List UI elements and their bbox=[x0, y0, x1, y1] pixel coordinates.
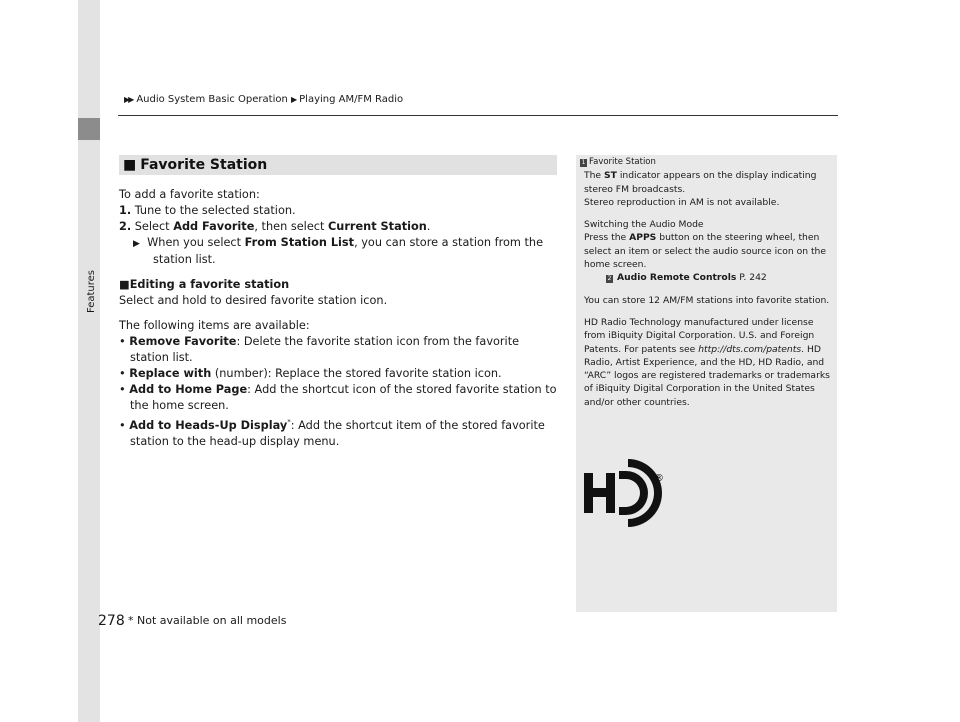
st-text: The ST indicator appears on the display indicating stereo FM broadcasts. bbox=[584, 170, 817, 195]
breadcrumb-item[interactable]: Playing AM/FM Radio bbox=[299, 94, 404, 105]
header-rule bbox=[118, 115, 838, 116]
footnote-mark: * bbox=[287, 418, 291, 426]
square-bullet-icon: ■ bbox=[119, 278, 130, 291]
intro-text: To add a favorite station: bbox=[119, 188, 260, 201]
reference-icon: 2 bbox=[607, 275, 612, 283]
hd-radio-logo bbox=[582, 455, 672, 539]
list-item: • Remove Favorite: Delete the favorite station icon from the favorite station list. bbox=[119, 335, 520, 364]
page-number: 278 bbox=[98, 613, 125, 629]
breadcrumb bbox=[124, 94, 403, 105]
am-text: Stereo reproduction in AM is not available. bbox=[584, 196, 780, 208]
note-number-icon: 1 bbox=[581, 159, 586, 166]
footnote: * Not available on all models bbox=[128, 614, 287, 627]
square-bullet-icon: ■ bbox=[123, 157, 137, 173]
side-tab-marker bbox=[78, 118, 100, 140]
side-tab-strip bbox=[78, 0, 100, 722]
step-note: ▶ When you select From Station List, you can store a station from the station list. bbox=[133, 236, 544, 266]
main-content bbox=[119, 178, 559, 450]
step-1: 1. Tune to the selected station. bbox=[119, 204, 296, 217]
bullet-icon: • bbox=[119, 335, 126, 348]
subheading: ■Editing a favorite station bbox=[119, 278, 290, 291]
step-number: 2. bbox=[119, 220, 132, 233]
list-item: • Add to Heads-Up Display*: Add the shortcut item of the stored favorite station to the head-up display menu. bbox=[119, 418, 545, 448]
section-label: Features bbox=[86, 270, 97, 313]
breadcrumb-item[interactable]: Audio System Basic Operation bbox=[136, 94, 288, 105]
list-item: • Add to Home Page: Add the shortcut icon of the stored favorite station to the home screen. bbox=[119, 383, 557, 412]
hd-radio-logo-icon bbox=[582, 455, 672, 535]
items-intro: The following items are available: bbox=[119, 319, 310, 332]
hd-license-text: HD Radio Technology manufactured under license from iBiquity Digital Corporation. U.S. and Foreign Patents. For patents see http://dts.com/patents. HD Radio, Artist Experience, and the HD, HD Radio, and “ARC” logos are registered trademarks or trademarks of iBiquity Digital Corporation in the United States and/or other countries. bbox=[584, 316, 830, 408]
registered-mark: ® bbox=[654, 473, 664, 484]
side-note-box bbox=[576, 155, 837, 612]
step-number: 1. bbox=[119, 204, 132, 217]
breadcrumb-arrow-icon: ▶▶ bbox=[124, 95, 133, 104]
mode-title: Switching the Audio Mode bbox=[584, 219, 704, 231]
cross-reference[interactable]: 2 Audio Remote Controls P. 242 bbox=[607, 272, 767, 284]
arrow-icon: ▶ bbox=[133, 239, 140, 249]
section-heading bbox=[119, 155, 557, 175]
list-item: • Replace with (number): Replace the stored favorite station icon. bbox=[119, 367, 502, 380]
mode-text: Press the APPS button on the steering wheel, then select an item or select the audio source icon on the home screen. bbox=[584, 232, 827, 271]
breadcrumb-arrow-icon: ▶ bbox=[291, 95, 296, 104]
step-2: 2. Select Add Favorite, then select Current Station. bbox=[119, 220, 431, 233]
sub-text: Select and hold to desired favorite station icon. bbox=[119, 294, 388, 307]
bullet-icon: • bbox=[119, 383, 126, 396]
section-heading-text: Favorite Station bbox=[140, 157, 268, 173]
patents-link[interactable]: http://dts.com/patents bbox=[698, 343, 802, 355]
side-note-title: 1 Favorite Station bbox=[581, 157, 656, 167]
bullet-icon: • bbox=[119, 367, 126, 380]
store-text: You can store 12 AM/FM stations into favorite station. bbox=[584, 294, 830, 306]
bullet-icon: • bbox=[119, 418, 126, 432]
